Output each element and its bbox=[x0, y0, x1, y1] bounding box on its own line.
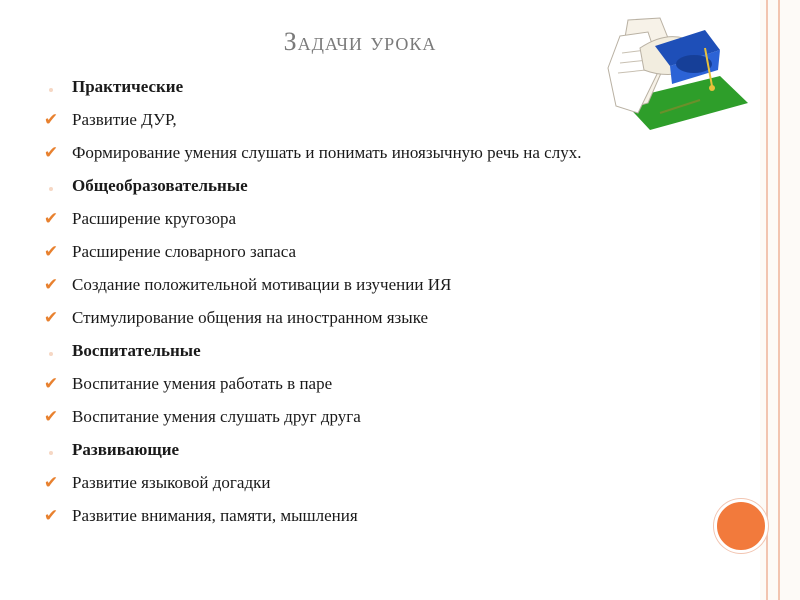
list-item bbox=[40, 406, 680, 428]
checkmark-icon: ✔ bbox=[43, 407, 59, 427]
list-item bbox=[40, 241, 680, 263]
heading-bullet bbox=[40, 439, 62, 461]
list-heading-upbringing bbox=[40, 340, 680, 362]
list-heading-general bbox=[40, 175, 680, 197]
heading-label: Общеобразовательные bbox=[72, 176, 248, 195]
list-heading-practical bbox=[40, 76, 680, 98]
slide-title: Задачи урока bbox=[283, 27, 437, 56]
list-item-label: Развитие внимания, памяти, мышления bbox=[72, 506, 358, 525]
list-item-label: Развитие языковой догадки bbox=[72, 473, 271, 492]
checkmark-icon: ✔ bbox=[43, 374, 59, 394]
heading-bullet bbox=[40, 340, 62, 362]
frame-line-inner bbox=[766, 0, 768, 600]
list-item-label: Стимулирование общения на иностранном языке bbox=[72, 308, 429, 327]
checkmark-icon: ✔ bbox=[43, 275, 59, 295]
heading-bullet bbox=[40, 76, 62, 98]
heading-label: Воспитательные bbox=[72, 341, 201, 360]
list-item bbox=[40, 274, 680, 296]
orange-circle-icon bbox=[714, 499, 768, 553]
task-list bbox=[40, 76, 680, 538]
list-item bbox=[40, 109, 680, 131]
list-item bbox=[40, 472, 680, 494]
frame-line-outer bbox=[778, 0, 780, 600]
list-item-label: Развитие ДУР, bbox=[72, 110, 177, 129]
list-item-label: Создание положительной мотивации в изучении ИЯ bbox=[72, 275, 452, 294]
heading-bullet bbox=[40, 175, 62, 197]
list-item-label: Расширение кругозора bbox=[72, 209, 237, 228]
list-item bbox=[40, 208, 680, 230]
list-item-label: Воспитание умения слушать друг друга bbox=[72, 407, 361, 426]
list-item bbox=[40, 142, 680, 164]
list-item-label: Формирование умения слушать и понимать иноязычную речь на слух. bbox=[72, 143, 582, 162]
list-item-label: Воспитание умения работать в паре bbox=[72, 374, 333, 393]
heading-label: Практические bbox=[72, 77, 184, 96]
list-item bbox=[40, 505, 680, 527]
heading-label: Развивающие bbox=[72, 440, 180, 459]
list-item-label: Расширение словарного запаса bbox=[72, 242, 297, 261]
checkmark-icon: ✔ bbox=[43, 143, 59, 163]
list-item bbox=[40, 373, 680, 395]
checkmark-icon: ✔ bbox=[43, 242, 59, 262]
list-item bbox=[40, 307, 680, 329]
list-heading-developmental bbox=[40, 439, 680, 461]
checkmark-icon: ✔ bbox=[43, 110, 59, 130]
checkmark-icon: ✔ bbox=[43, 308, 59, 328]
checkmark-icon: ✔ bbox=[43, 473, 59, 493]
checkmark-icon: ✔ bbox=[43, 506, 59, 526]
checkmark-icon: ✔ bbox=[43, 209, 59, 229]
